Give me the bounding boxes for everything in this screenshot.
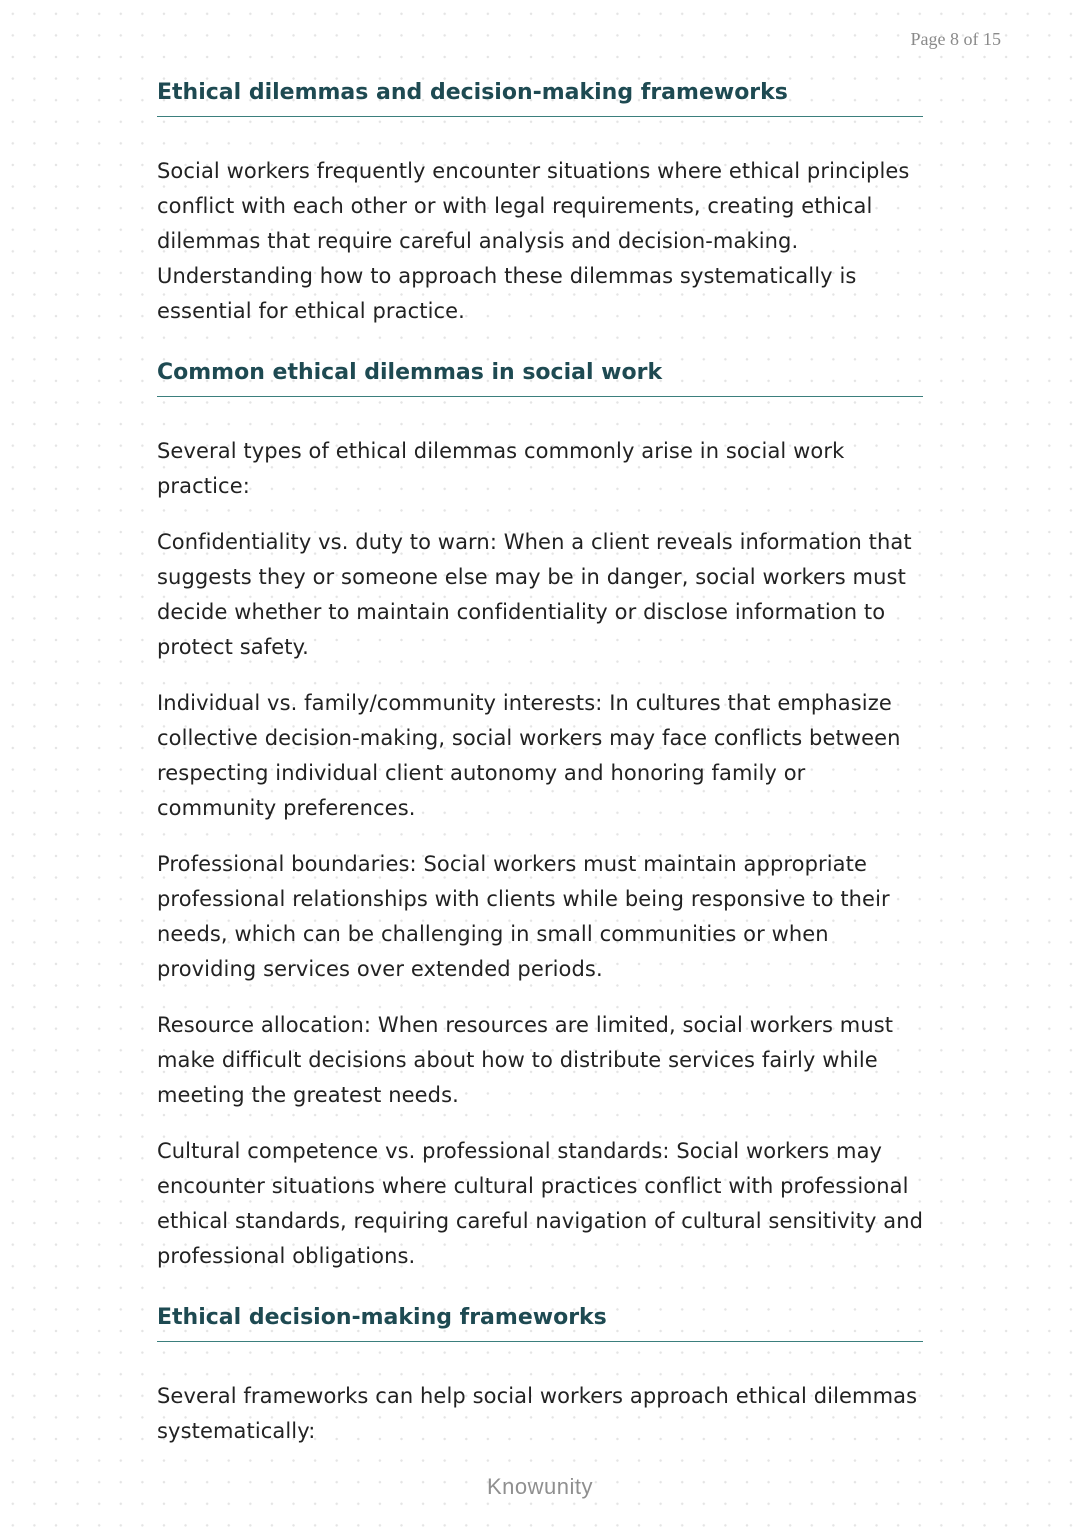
page-number: Page 8 of 15 bbox=[910, 29, 1001, 49]
section-heading-ethical-dilemmas: Ethical dilemmas and decision-making frameworks bbox=[157, 78, 923, 117]
paragraph-individual-vs-community: Individual vs. family/community interests: In cultures that emphasize collective decision-making, social workers may face conflicts between respecting individual client autonomy and honoring family or community preferences. bbox=[157, 691, 901, 820]
paragraph: Social workers frequently encounter situations where ethical principles conflict with each other or with legal requirements, creating ethical dilemmas that require careful analysis and decision-making. Understanding how to approach these dilemmas systematically is essential for ethical practice. bbox=[157, 159, 910, 323]
section-heading-common-dilemmas: Common ethical dilemmas in social work bbox=[157, 358, 923, 397]
document-body bbox=[157, 78, 927, 1449]
paragraph: Several types of ethical dilemmas commonly arise in social work practice: bbox=[157, 439, 845, 498]
section-heading-frameworks: Ethical decision-making frameworks bbox=[157, 1303, 923, 1342]
footer-brand-logo: Knowunity bbox=[486, 1474, 593, 1499]
paragraph-professional-boundaries: Professional boundaries: Social workers must maintain appropriate professional relationships with clients while being responsive to their needs, which can be challenging in small communities or when providing services over extended periods. bbox=[157, 852, 890, 981]
paragraph: Several frameworks can help social workers approach ethical dilemmas systematically: bbox=[157, 1384, 918, 1443]
paragraph-confidentiality: Confidentiality vs. duty to warn: When a client reveals information that suggests they or someone else may be in danger, social workers must decide whether to maintain confidentiality or disclose information to protect safety. bbox=[157, 530, 912, 659]
paragraph-resource-allocation: Resource allocation: When resources are limited, social workers must make difficult decisions about how to distribute services fairly while meeting the greatest needs. bbox=[157, 1013, 894, 1107]
paragraph-cultural-competence: Cultural competence vs. professional standards: Social workers may encounter situations where cultural practices conflict with professional ethical standards, requiring careful navigation of cultural sensitivity and professional obligations. bbox=[157, 1139, 924, 1268]
